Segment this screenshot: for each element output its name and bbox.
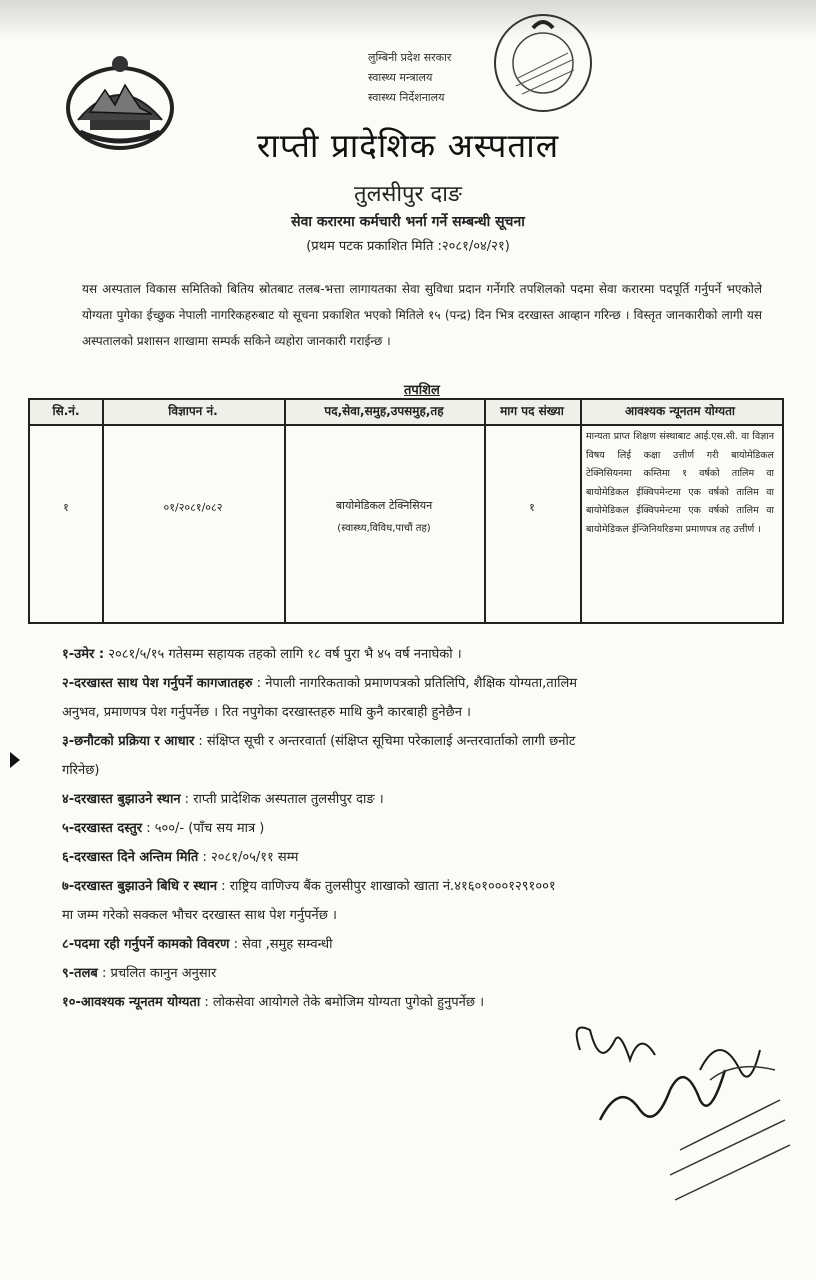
page-marker-arrow — [10, 752, 20, 768]
item-label: ८-पदमा रही गर्नुपर्ने कामको विवरण — [62, 937, 230, 952]
item-label: ३-छनौटको प्रक्रिया र आधार — [62, 734, 195, 749]
item-label: २-दरखास्त साथ पेश गर्नुपर्ने कागजातहरु — [62, 676, 253, 691]
item-label: ५-दरखास्त दस्तुर — [62, 821, 143, 836]
item-text: : ५००/- (पाँच सय मात्र ) — [142, 821, 265, 836]
item-submission-place — [62, 785, 782, 814]
item-text: : संक्षिप्त सूची र अन्तरवार्ता (संक्षिप्त सूचिमा परेकालाई अन्तरवार्ताको लागी छनोट — [194, 734, 576, 749]
item-text: : राष्ट्रिय वाणिज्य बैंक तुलसीपुर शाखाको खाता नं.४१६०१०००१२९१००१ — [217, 879, 556, 894]
item-documents-cont — [62, 698, 782, 727]
scan-shadow — [0, 0, 816, 40]
cell-position-name: बायोमेडिकल टेक्निसियन — [335, 499, 433, 512]
table-title: तपशिल — [404, 383, 440, 398]
cell-sn: १ — [63, 501, 69, 514]
hospital-location: तुलसीपुर दाङ — [354, 182, 462, 207]
first-published-date: (प्रथम पटक प्रकाशित मिति :२०८१/०४/२१) — [306, 239, 510, 254]
notice-title: सेवा करारमा कर्मचारी भर्ना गर्ने सम्बन्धी सूचना — [291, 214, 525, 230]
item-label: १-उमेर : — [62, 647, 105, 662]
item-label: ४-दरखास्त बुझाउने स्थान — [62, 792, 181, 807]
item-text: : २०८१/०५/११ सम्म — [198, 850, 299, 865]
item-selection — [62, 727, 782, 756]
item-text: गरिनेछ) — [62, 763, 100, 778]
item-salary — [62, 959, 782, 988]
item-label: ७-दरखास्त बुझाउने बिधि र स्थान — [62, 879, 218, 894]
handwritten-signature — [560, 1010, 800, 1210]
header-sn: सि.नं. — [52, 404, 80, 418]
item-payment-method — [62, 872, 782, 901]
item-job-description — [62, 930, 782, 959]
item-text: : लोकसेवा आयोगले तेके बमोजिम योग्यता पुगेको हुनुपर्नेछ । — [200, 995, 485, 1010]
office-stamp — [488, 8, 598, 118]
header-ad-no: विज्ञापन नं. — [168, 404, 218, 418]
cell-demand: १ — [529, 501, 535, 514]
item-label: ९-तलब — [62, 966, 98, 981]
item-text: : प्रचलित कानुन अनुसार — [97, 966, 217, 981]
item-text: : राप्ती प्रादेशिक अस्पताल तुलसीपुर दाङ । — [180, 792, 384, 807]
cell-qualification: मान्यता प्राप्त शिक्षण संस्थाबाट आई.एस.सी. वा विज्ञान विषय लिई कक्षा उत्तीर्ण गरी बायोमेडिकल टेक्निसियनमा कम्तिमा १ वर्षको तालिम वा बायोमेडिकल ईक्विपमेन्टमा एक वर्षको तालिम वा बायोमेडिकल ईक्विपमेन्टमा एक वर्षको तालिम वा बायोमेडिकल ईन्जिनियरिङमा प्रमाणपत्र तह उत्तीर्ण । — [586, 431, 774, 535]
item-text: : सेवा ,समुह सम्वन्धी — [229, 937, 333, 952]
gov-line-ministry: स्वास्थ्य मन्त्रालय — [368, 71, 433, 84]
item-age — [62, 640, 782, 669]
gov-line-directorate: स्वास्थ्य निर्देशनालय — [368, 91, 445, 104]
item-fee — [62, 814, 782, 843]
item-deadline — [62, 843, 782, 872]
government-header — [368, 48, 451, 108]
item-selection-cont — [62, 756, 782, 785]
item-label: ६-दरखास्त दिने अन्तिम मिति — [62, 850, 199, 865]
item-text: २०८१/५/१५ गतेसम्म सहायक तहको लागि १८ वर्ष पुरा भै ४५ वर्ष ननाघेको । — [104, 647, 462, 662]
intro-paragraph: यस अस्पताल विकास समितिको बितिय स्रोतबाट तलब-भत्ता लागायतका सेवा सुविधा प्रदान गर्नेगरि तपशिलको पदमा सेवा करारमा पदपूर्ति गर्नुपर्ने भएकोले योग्यता पुगेका ईच्छुक नेपाली नागरिकहरुबाट यो सूचना प्रकाशित भएको मितिले १५ (पन्द्र) दिन भित्र दरखास्त आव्हान गरिन्छ । विस्तृत जानकारीको लागी यस अस्पतालको प्रशासन शाखामा सम्पर्क सकिने व्यहोरा जानकारी गराईन्छ । — [82, 282, 762, 348]
item-text: अनुभव, प्रमाणपत्र पेश गर्नुपर्नेछ । रित नपुगेका दरखास्तहरु माथि कुनै कारबाही हुनेछैन । — [62, 705, 471, 720]
item-text: : नेपाली नागरिकताको प्रमाणपत्रको प्रतिलिपि, शैक्षिक योग्यता,तालिम — [252, 676, 578, 691]
item-payment-method-cont — [62, 901, 782, 930]
item-text: मा जम्म गरेको सक्कल भौचर दरखास्त साथ पेश गर्नुपर्नेछ । — [62, 908, 337, 923]
header-position: पद,सेवा,समुह,उपसमुह,तह — [324, 404, 444, 418]
cell-ad-no: ०१/२०८१/०८२ — [163, 501, 223, 514]
hospital-name: राप्ती प्रादेशिक अस्पताल — [256, 126, 560, 165]
item-documents — [62, 669, 782, 698]
vacancy-table — [28, 398, 784, 624]
notice-items — [62, 640, 782, 1017]
cell-position-detail: (स्वास्थ्य,विविध,पाचौं तह) — [337, 523, 431, 534]
gov-line-province: लुम्बिनी प्रदेश सरकार — [368, 51, 452, 64]
item-label: १०-आवश्यक न्यूनतम योग्यता — [62, 995, 201, 1010]
header-qualification: आवश्यक न्यूनतम योग्यता — [624, 404, 736, 418]
header-demand: माग पद संख्या — [500, 404, 564, 418]
